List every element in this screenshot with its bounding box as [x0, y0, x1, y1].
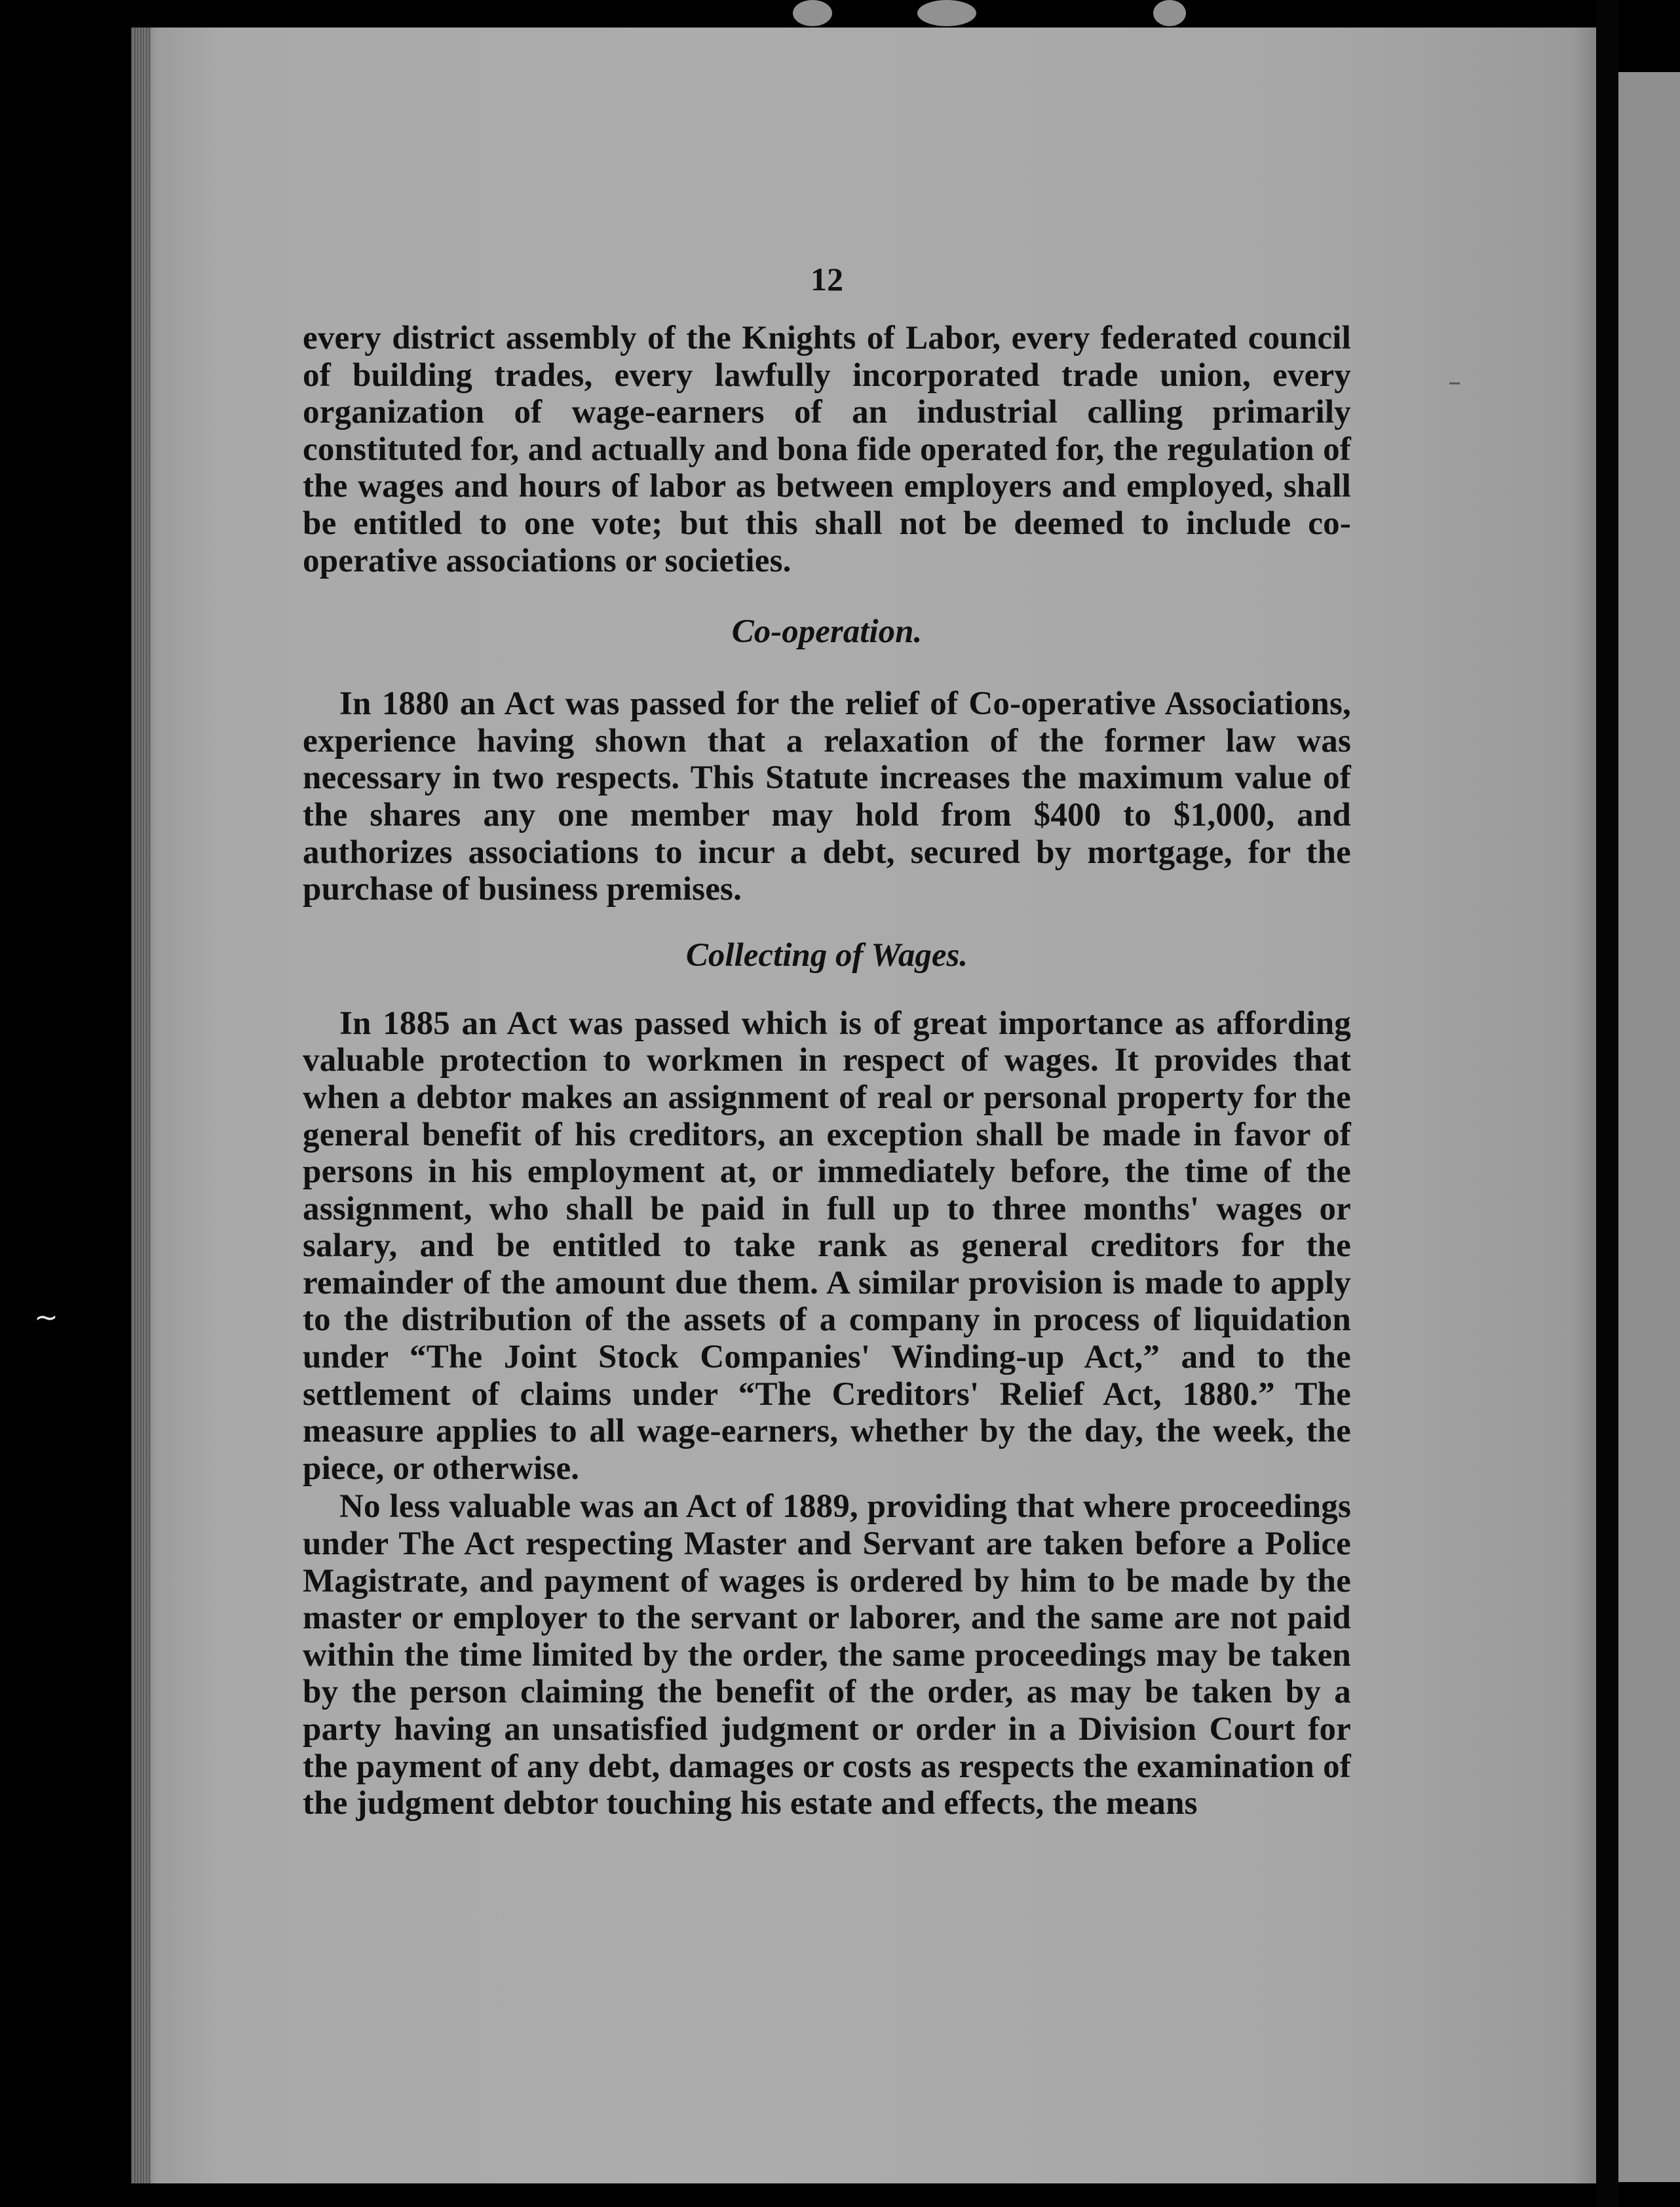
- section-heading: Collecting of Wages.: [685, 936, 968, 974]
- paragraph: every district assembly of the Knights of Labor, every federated council of building trades, every lawfully incorporated trade union, every organization of wage-earners of an industrial calling primarily constituted for, and actually and bona fide operated for, the regulation of the wages and hours of labor as between employers and employed, shall be entitled to one vote; but this shall not be deemed to include co-operative associations or societies.: [303, 320, 1351, 579]
- adjacent-page-edge: [1618, 72, 1680, 2182]
- page-edge: [131, 28, 151, 2183]
- scan-smudge: [1153, 0, 1186, 26]
- section-heading: Co-operation.: [731, 613, 923, 651]
- scan-smudge: [917, 0, 976, 26]
- page-gutter: [1596, 0, 1618, 2207]
- margin-mark: ~: [34, 1301, 58, 1334]
- paragraph: No less valuable was an Act of 1889, providing that where proceedings under The Act respecting Master and Servant are taken before a Police Magistrate, and payment of wages is ordered by him to be made by the master or employer to the servant or laborer, and the same are not paid within the time limited by the order, the same proceedings may be taken by the person claiming the benefit of the order, as may be taken by a party having an unsatisfied judgment or order in a Division Court for the payment of any debt, damages or costs as respects the examination of the judgment debtor touching his estate and effects, the means: [303, 1488, 1351, 1822]
- page-content: [303, 259, 1351, 1822]
- paragraph: In 1885 an Act was passed which is of great importance as affording valuable protection to workmen in respect of wages. It provides that when a debtor makes an assignment of real or personal property for the general benefit of his creditors, an exception shall be made in favor of persons in his employment at, or immediately before, the time of the assignment, who shall be paid in full up to three months' wages or salary, and be entitled to take rank as general creditors for the remainder of the amount due them. A similar provision is made to apply to the distribution of the assets of a company in process of liquidation under “The Joint Stock Companies' Winding-up Act,” and to the settlement of claims under “The Creditors' Relief Act, 1880.” The measure applies to all wage-earners, whether by the day, the week, the piece, or otherwise.: [303, 1005, 1351, 1487]
- scan-smudge: [793, 0, 832, 26]
- page-number: 12: [811, 261, 843, 297]
- margin-mark: –: [1448, 367, 1461, 397]
- paragraph: In 1880 an Act was passed for the relief of Co-operative Associations, experience having shown that a relaxation of the former law was necessary in two respects. This Statute increases the maximum value of the shares any one member may hold from $400 to $1,000, and authorizes associations to incur a debt, secured by mortgage, for the purchase of business premises.: [303, 685, 1351, 908]
